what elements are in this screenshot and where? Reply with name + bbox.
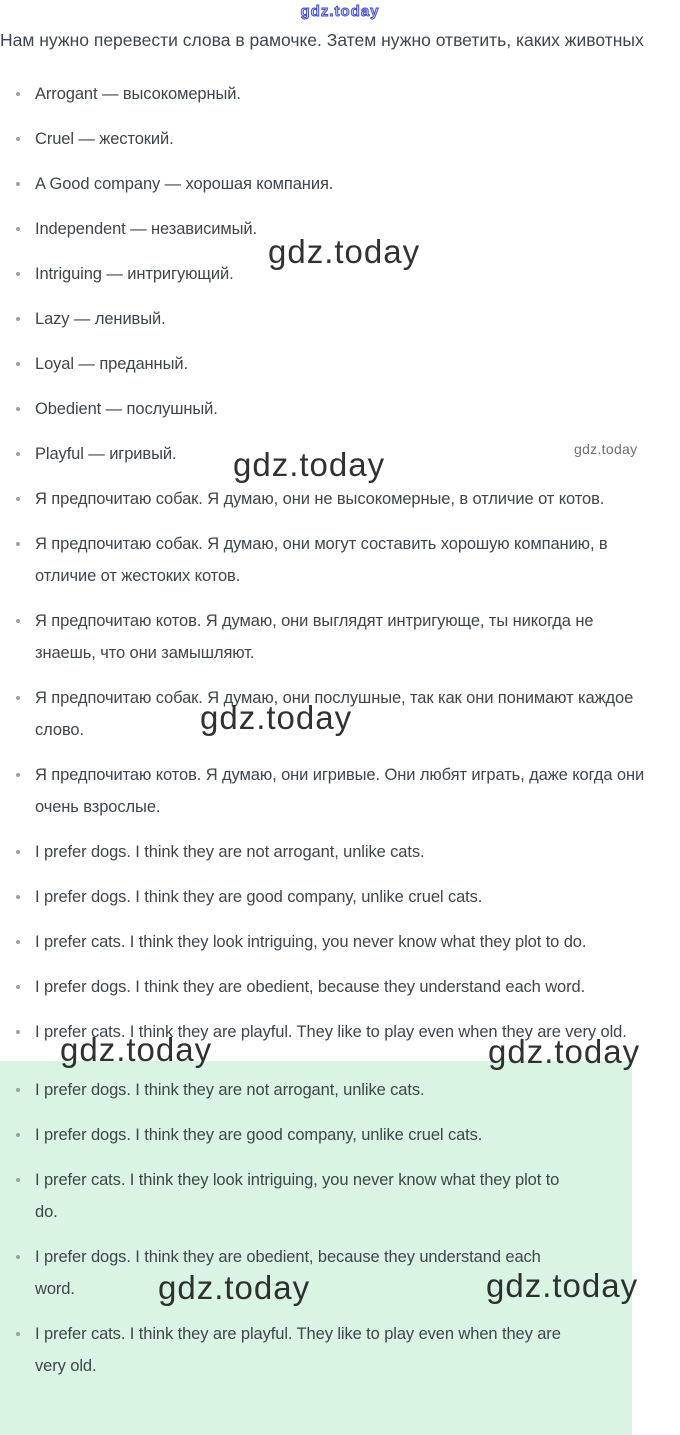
watermark-text-small: gdz.today [574,441,638,457]
list-item: Loyal — преданный. [0,348,655,380]
watermark-text: gdz.today [268,233,421,270]
english-answers-list [0,836,680,1048]
watermark-text: gdz.today [486,1267,639,1304]
list-item: Independent — независимый. [0,213,655,245]
list-item: I prefer dogs. I think they are obedient, because they understand each word. [0,971,655,1003]
list-item: I prefer dogs. I think they are obedient, because they understand each word. [0,1241,580,1305]
list-item: I prefer dogs. I think they are not arrogant, unlike cats. [0,836,655,868]
list-item: Я предпочитаю собак. Я думаю, они могут составить хорошую компанию, в отличие от жестоких котов. [0,528,655,592]
list-item: I prefer cats. I think they are playful. They like to play even when they are very old. [0,1318,580,1382]
list-item: Я предпочитаю собак. Я думаю, они не высокомерные, в отличие от котов. [0,483,655,515]
watermark-text: gdz.today [200,699,353,736]
list-item: I prefer dogs. I think they are good company, unlike cruel cats. [0,881,655,913]
translation-list [0,78,680,470]
list-item: I prefer cats. I think they look intriguing, you never know what they plot to do. [0,1164,580,1228]
watermark-text: gdz.today [60,1031,213,1068]
site-logo[interactable]: gdz.today [300,3,380,20]
list-item: Я предпочитаю собак. Я думаю, они послушные, так как они понимают каждое слово. [0,682,655,746]
highlighted-answers-list [0,1074,580,1382]
list-item: Obedient — послушный. [0,393,655,425]
watermark-text: gdz.today [488,1033,641,1070]
list-item: Lazy — ленивый. [0,303,655,335]
list-item: A Good company — хорошая компания. [0,168,655,200]
list-item: I prefer dogs. I think they are not arrogant, unlike cats. [0,1074,580,1106]
watermark-text: gdz.today [158,1269,311,1306]
list-item: Arrogant — высокомерный. [0,78,655,110]
list-item: Я предпочитаю котов. Я думаю, они выглядят интригующе, ты никогда не знаешь, что они замышляют. [0,605,655,669]
list-item: I prefer cats. I think they are playful. They like to play even when they are very old. [0,1016,655,1048]
list-item: I prefer cats. I think they look intriguing, you never know what they plot to do. [0,926,655,958]
task-intro-text: Нам нужно перевести слова в рамочке. Затем нужно ответить, каких животных [0,30,644,50]
list-item: Я предпочитаю котов. Я думаю, они игривые. Они любят играть, даже когда они очень взрослые. [0,759,655,823]
list-item: Intriguing — интригующий. [0,258,655,290]
highlighted-answer-panel [0,1061,632,1435]
list-item: Cruel — жестокий. [0,123,655,155]
watermark-text: gdz.today [233,446,386,483]
list-item: Playful — игривый. [0,438,655,470]
list-item: I prefer dogs. I think they are good company, unlike cruel cats. [0,1119,580,1151]
russian-answers-list [0,483,680,823]
